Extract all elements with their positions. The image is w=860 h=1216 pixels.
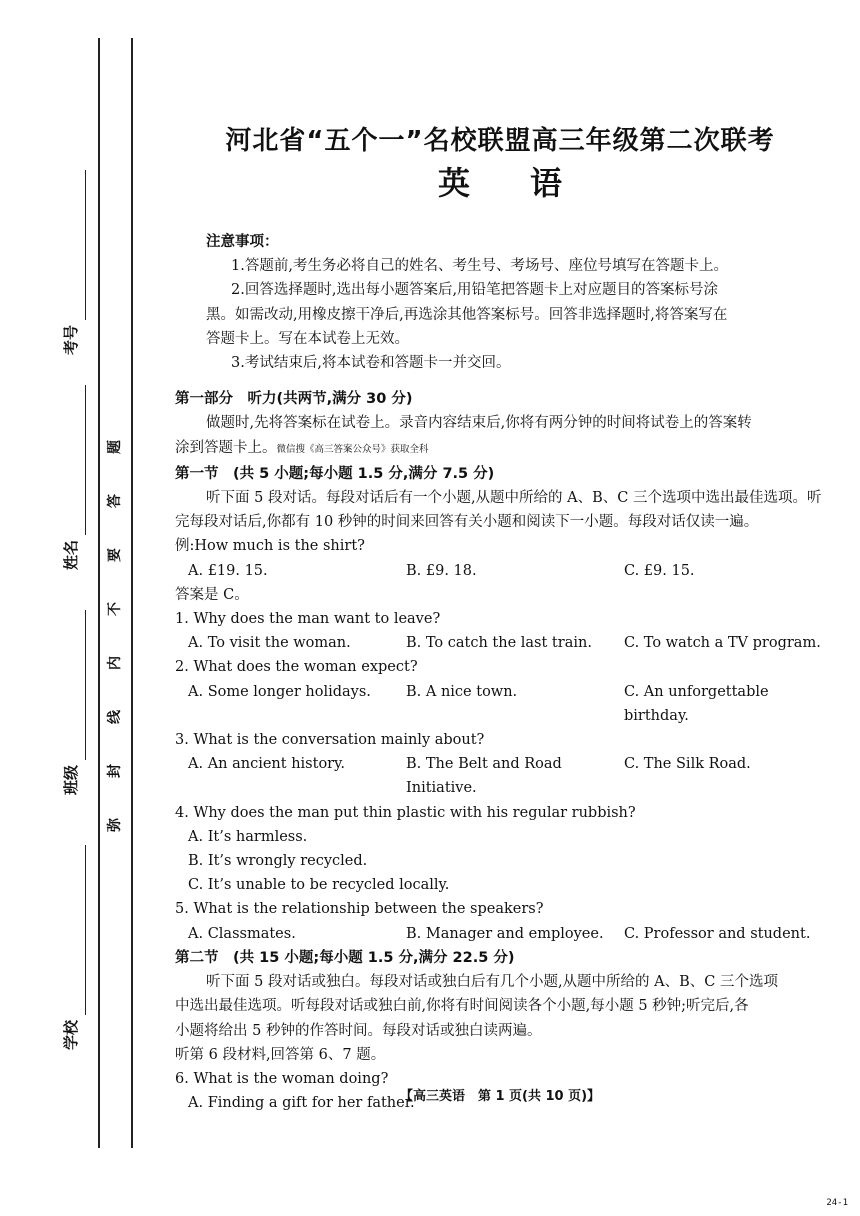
seal-char: 内 xyxy=(107,656,123,670)
option: C. An unforgettable birthday. xyxy=(624,683,769,724)
part1-intro: 做题时,先将答案标在试卷上。录音内容结束后,你将有两分钟的时间将试卷上的答案转 xyxy=(206,415,752,432)
part1-intro-text: 涂到答题卡上。 xyxy=(175,439,277,456)
option: A. To visit the woman. xyxy=(188,635,351,652)
field-underline xyxy=(85,385,86,535)
field-exam-number xyxy=(56,320,86,360)
corner-mark: 24-1 xyxy=(826,1198,848,1208)
exam-subject: 英语 xyxy=(437,164,622,202)
option: A. An ancient history. xyxy=(188,756,345,773)
section1-heading: 第一节 (共 5 小题;每小题 1.5 分,满分 7.5 分) xyxy=(175,465,495,482)
watermark-text: 微信搜《高三答案公众号》获取全科 xyxy=(276,443,429,455)
part1-intro-cont xyxy=(175,436,835,462)
notice-heading: 注意事项： xyxy=(206,234,279,250)
option: C. £9. 15. xyxy=(624,562,695,579)
section2-intro-cont: 小题将给出 5 秒钟的作答时间。每段对话或独白读两遍。 xyxy=(175,1022,542,1039)
seal-char: 答 xyxy=(107,494,123,508)
section1-intro: 听下面 5 段对话。每段对话后有一个小题,从题中所给的 A、B、C 三个选项中选出最佳选项。听 xyxy=(206,490,822,507)
seal-char: 线 xyxy=(107,710,123,724)
option: A. Some longer holidays. xyxy=(188,683,371,700)
exam-body xyxy=(175,230,835,1115)
binding-line-inner xyxy=(131,38,133,1148)
field-label: 学校 xyxy=(62,1019,80,1050)
notice-item: 黑。如需改动,用橡皮擦干净后,再选涂其他答案标号。回答非选择题时,将答案写在 xyxy=(206,306,728,323)
binding-line-outer xyxy=(98,38,100,1148)
question-options xyxy=(175,680,835,728)
option: C. The Silk Road. xyxy=(624,756,751,773)
seal-notice xyxy=(103,420,127,852)
part1-heading: 第一部分 听力(共两节,满分 30 分) xyxy=(175,391,413,408)
question-options xyxy=(175,922,835,946)
question: 3. What is the conversation mainly about? xyxy=(175,732,485,749)
question-options xyxy=(175,631,835,655)
field-underline xyxy=(85,610,86,760)
exam-title: 河北省“五个一”名校联盟高三年级第二次联考 xyxy=(225,126,775,156)
question-options xyxy=(175,752,835,800)
seal-char: 封 xyxy=(107,764,123,778)
field-underline xyxy=(85,845,86,1015)
notice-item: 3.考试结束后,将本试卷和答题卡一并交回。 xyxy=(231,355,511,372)
notice-item: 1.答题前,考生务必将自己的姓名、考生号、考场号、座位号填写在答题卡上。 xyxy=(231,258,728,275)
example-answer: 答案是 C。 xyxy=(175,586,249,603)
seal-char: 弥 xyxy=(107,818,123,832)
option: B. A nice town. xyxy=(406,683,518,700)
question: 6. What is the woman doing? xyxy=(175,1070,389,1087)
example-question: 例:How much is the shirt? xyxy=(175,538,365,555)
option: B. To catch the last train. xyxy=(406,635,592,652)
field-label: 班级 xyxy=(62,764,80,795)
option: A. Classmates. xyxy=(188,925,296,942)
seal-char: 不 xyxy=(107,602,123,616)
question: 5. What is the relationship between the speakers? xyxy=(175,901,544,918)
field-underline xyxy=(85,170,86,320)
field-label: 考号 xyxy=(62,324,80,355)
option: C. To watch a TV program. xyxy=(624,635,821,652)
notice-item: 2.回答选择题时,选出每小题答案后,用铅笔把答题卡上对应题目的答案标号涂 xyxy=(231,282,719,299)
seal-char: 要 xyxy=(107,548,123,562)
field-school xyxy=(56,1015,86,1055)
example-options xyxy=(175,559,835,583)
option: C. Professor and student. xyxy=(624,925,811,942)
question: 4. Why does the man put thin plastic with his regular rubbish? xyxy=(175,804,636,821)
option: A. It’s harmless. xyxy=(188,828,308,845)
seal-char: 题 xyxy=(107,440,123,454)
material-instruction: 听第 6 段材料,回答第 6、7 题。 xyxy=(175,1046,386,1063)
section2-intro: 听下面 5 段对话或独白。每段对话或独白后有几个小题,从题中所给的 A、B、C 三个选项 xyxy=(206,974,778,991)
option: B. It’s wrongly recycled. xyxy=(188,853,368,870)
option: A. Finding a gift for her father. xyxy=(188,1095,415,1112)
field-class xyxy=(56,760,86,800)
field-name xyxy=(56,535,86,575)
option: A. £19. 15. xyxy=(188,562,268,579)
option: B. Manager and employee. xyxy=(406,925,604,942)
section1-intro-cont: 完每段对话后,你都有 10 秒钟的时间来回答有关小题和阅读下一小题。每段对话仅读一遍。 xyxy=(175,514,759,531)
section2-heading: 第二节 (共 15 小题;每小题 1.5 分,满分 22.5 分) xyxy=(175,949,515,966)
page-footer: 【高三英语 第 1 页(共 10 页)】 xyxy=(399,1089,601,1104)
option: B. £9. 18. xyxy=(406,562,477,579)
question: 2. What does the woman expect? xyxy=(175,659,418,676)
option: C. It’s unable to be recycled locally. xyxy=(188,877,450,894)
field-label: 姓名 xyxy=(62,539,80,570)
notice-item: 答题卡上。写在本试卷上无效。 xyxy=(206,330,409,347)
option: B. The Belt and Road Initiative. xyxy=(406,756,562,797)
question: 1. Why does the man want to leave? xyxy=(175,611,441,628)
section2-intro-cont: 中选出最佳选项。听每段对话或独白前,你将有时间阅读各个小题,每小题 5 秒钟;听完后,各 xyxy=(175,998,749,1015)
